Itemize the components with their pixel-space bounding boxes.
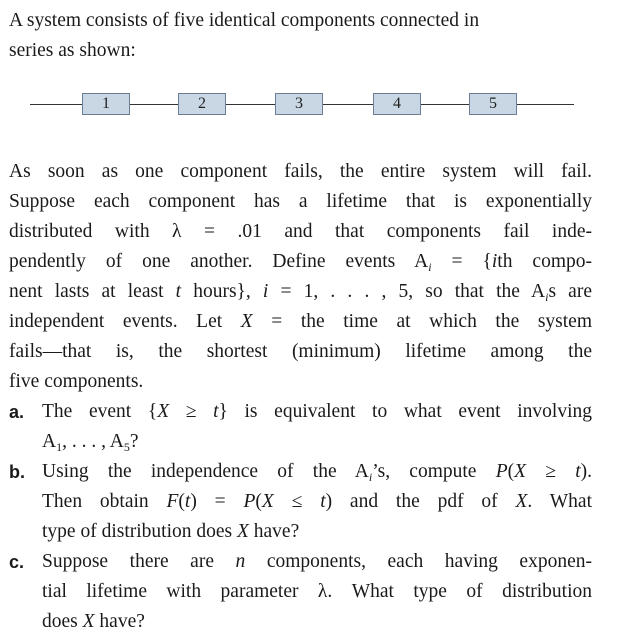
question-c [9,547,592,637]
para-line: As soon as one component fails, the entire system will fail. [9,161,592,182]
series-diagram [30,90,574,120]
component-box-2: 2 [178,93,226,115]
para-line: Suppose each component has a lifetime that is exponentially [9,191,592,212]
question-marker: c. [9,552,25,572]
intro-line-1: A system consists of five identical components connected in [9,10,480,31]
question-line: The event {X ≥ t} is equivalent to what event involving [42,401,592,422]
component-box-3: 3 [275,93,323,115]
question-line: Then obtain F(t) = P(X ≤ t) and the pdf of X. What [42,491,592,512]
component-box-4: 4 [373,93,421,115]
question-line: type of distribution does X have? [42,521,300,542]
para-line: fails—that is, the shortest (minimum) lifetime among the [9,341,592,362]
para-line: five components. [9,371,144,392]
question-line: Suppose there are n components, each having exponen- [42,551,592,572]
intro-line-2: series as shown: [9,40,136,61]
para-line: distributed with λ = .01 and that components fail inde- [9,221,592,242]
problem-intro [9,6,604,66]
component-box-1: 1 [82,93,130,115]
question-marker: a. [9,402,25,422]
question-line: tial lifetime with parameter λ. What type of distribution [42,581,592,602]
component-box-5: 5 [469,93,517,115]
question-line: Using the independence of the $A_i’s$, compute P(X ≥ t). [42,461,592,484]
para-line: pendently of one another. Define events $A_i = \{ith$ compo- [9,251,592,274]
question-marker: b. [9,462,25,482]
question-b [9,457,592,547]
question-a [9,397,592,457]
question-line: does X have? [42,611,145,632]
problem-body [9,157,592,637]
para-line: independent events. Let X = the time at which the system [9,311,592,332]
question-line: $A_1$, . . . , $A_5$? [42,431,139,454]
para-line: nent lasts at least t hours}, i = 1, . . . , 5, so that the $A_is$ are [9,281,592,304]
